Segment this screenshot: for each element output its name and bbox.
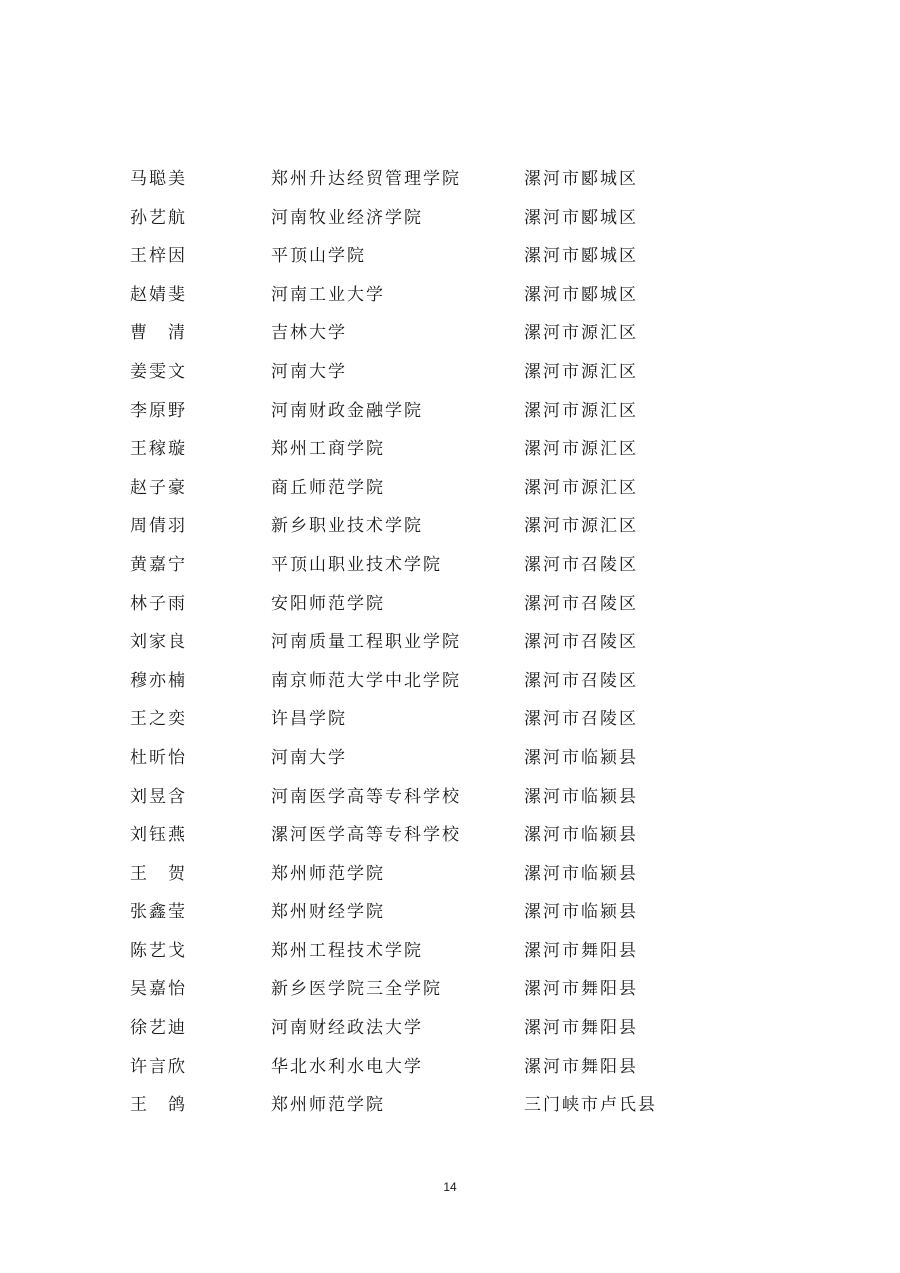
school-name: 吉林大学 bbox=[271, 323, 347, 344]
region-name: 三门峡市卢氏县 bbox=[524, 1095, 657, 1116]
region-name: 漯河市召陵区 bbox=[524, 670, 638, 691]
person-name: 徐艺迪 bbox=[130, 1018, 187, 1039]
person-name: 赵婧斐 bbox=[130, 284, 187, 305]
region-name: 漯河市召陵区 bbox=[524, 593, 638, 614]
table-row bbox=[130, 160, 810, 199]
school-name: 商丘师范学院 bbox=[271, 477, 385, 498]
school-name: 平顶山学院 bbox=[271, 246, 366, 267]
person-name: 刘昱含 bbox=[130, 786, 187, 807]
region-name: 漯河市舞阳县 bbox=[524, 979, 638, 1000]
region-name: 漯河市郾城区 bbox=[524, 246, 638, 267]
person-name: 张鑫莹 bbox=[130, 902, 187, 923]
table-row bbox=[130, 353, 810, 392]
person-name: 王 贺 bbox=[130, 863, 187, 884]
table-row bbox=[130, 700, 810, 739]
table-row bbox=[130, 778, 810, 817]
table-row bbox=[130, 585, 810, 624]
school-name: 河南工业大学 bbox=[271, 284, 385, 305]
table-row bbox=[130, 276, 810, 315]
region-name: 漯河市源汇区 bbox=[524, 516, 638, 537]
school-name: 河南质量工程职业学院 bbox=[271, 632, 461, 653]
school-name: 河南牧业经济学院 bbox=[271, 207, 423, 228]
school-name: 郑州师范学院 bbox=[271, 1095, 385, 1116]
school-name: 郑州师范学院 bbox=[271, 863, 385, 884]
person-name: 姜雯文 bbox=[130, 361, 187, 382]
table-row bbox=[130, 816, 810, 855]
table-row bbox=[130, 1048, 810, 1087]
person-name: 王稼璇 bbox=[130, 439, 187, 460]
table-row bbox=[130, 314, 810, 353]
region-name: 漯河市临颍县 bbox=[524, 902, 638, 923]
person-name: 黄嘉宁 bbox=[130, 554, 187, 575]
table-row bbox=[130, 893, 810, 932]
person-name: 王之奕 bbox=[130, 709, 187, 730]
region-name: 漯河市郾城区 bbox=[524, 207, 638, 228]
school-name: 郑州升达经贸管理学院 bbox=[271, 169, 461, 189]
school-name: 郑州工程技术学院 bbox=[271, 940, 423, 961]
school-name: 南京师范大学中北学院 bbox=[271, 670, 461, 691]
region-name: 漯河市舞阳县 bbox=[524, 940, 638, 961]
school-name: 河南大学 bbox=[271, 361, 347, 382]
table-row bbox=[130, 237, 810, 276]
person-name: 许言欣 bbox=[130, 1056, 187, 1077]
person-name: 林子雨 bbox=[130, 593, 187, 614]
region-name: 漯河市临颍县 bbox=[524, 786, 638, 807]
person-name: 杜昕怡 bbox=[130, 747, 187, 768]
page-number: 14 bbox=[443, 1180, 457, 1194]
person-name: 马聪美 bbox=[130, 169, 187, 189]
table-row bbox=[130, 469, 810, 508]
person-name: 陈艺戈 bbox=[130, 940, 187, 961]
person-name: 赵子豪 bbox=[130, 477, 187, 498]
region-name: 漯河市舞阳县 bbox=[524, 1056, 638, 1077]
table-row bbox=[130, 662, 810, 701]
person-name: 吴嘉怡 bbox=[130, 979, 187, 1000]
table-row bbox=[130, 855, 810, 894]
region-name: 漯河市郾城区 bbox=[524, 169, 638, 189]
school-name: 河南财经政法大学 bbox=[271, 1018, 423, 1039]
roster-list bbox=[130, 160, 810, 1125]
region-name: 漯河市源汇区 bbox=[524, 400, 638, 421]
table-row bbox=[130, 932, 810, 971]
school-name: 郑州财经学院 bbox=[271, 902, 385, 923]
table-row bbox=[130, 739, 810, 778]
school-name: 安阳师范学院 bbox=[271, 593, 385, 614]
region-name: 漯河市临颍县 bbox=[524, 863, 638, 884]
school-name: 河南财政金融学院 bbox=[271, 400, 423, 421]
region-name: 漯河市召陵区 bbox=[524, 632, 638, 653]
region-name: 漯河市源汇区 bbox=[524, 361, 638, 382]
table-row bbox=[130, 623, 810, 662]
person-name: 刘家良 bbox=[130, 632, 187, 653]
person-name: 周倩羽 bbox=[130, 516, 187, 537]
school-name: 新乡职业技术学院 bbox=[271, 516, 423, 537]
table-row bbox=[130, 970, 810, 1009]
person-name: 王梓因 bbox=[130, 246, 187, 267]
school-name: 华北水利水电大学 bbox=[271, 1056, 423, 1077]
table-row bbox=[130, 507, 810, 546]
table-row bbox=[130, 1086, 810, 1125]
region-name: 漯河市召陵区 bbox=[524, 554, 638, 575]
school-name: 河南医学高等专科学校 bbox=[271, 786, 461, 807]
region-name: 漯河市源汇区 bbox=[524, 439, 638, 460]
table-row bbox=[130, 430, 810, 469]
region-name: 漯河市舞阳县 bbox=[524, 1018, 638, 1039]
person-name: 孙艺航 bbox=[130, 207, 187, 228]
person-name: 曹 清 bbox=[130, 323, 187, 344]
person-name: 刘钰燕 bbox=[130, 825, 187, 846]
table-row bbox=[130, 199, 810, 238]
school-name: 许昌学院 bbox=[271, 709, 347, 730]
table-row bbox=[130, 546, 810, 585]
school-name: 新乡医学院三全学院 bbox=[271, 979, 442, 1000]
person-name: 李原野 bbox=[130, 400, 187, 421]
person-name: 王 鸽 bbox=[130, 1095, 187, 1116]
region-name: 漯河市源汇区 bbox=[524, 477, 638, 498]
region-name: 漯河市临颍县 bbox=[524, 825, 638, 846]
table-row bbox=[130, 392, 810, 431]
school-name: 郑州工商学院 bbox=[271, 439, 385, 460]
school-name: 平顶山职业技术学院 bbox=[271, 554, 442, 575]
region-name: 漯河市临颍县 bbox=[524, 747, 638, 768]
table-row bbox=[130, 1009, 810, 1048]
region-name: 漯河市召陵区 bbox=[524, 709, 638, 730]
school-name: 漯河医学高等专科学校 bbox=[271, 825, 461, 846]
region-name: 漯河市郾城区 bbox=[524, 284, 638, 305]
region-name: 漯河市源汇区 bbox=[524, 323, 638, 344]
person-name: 穆亦楠 bbox=[130, 670, 187, 691]
school-name: 河南大学 bbox=[271, 747, 347, 768]
